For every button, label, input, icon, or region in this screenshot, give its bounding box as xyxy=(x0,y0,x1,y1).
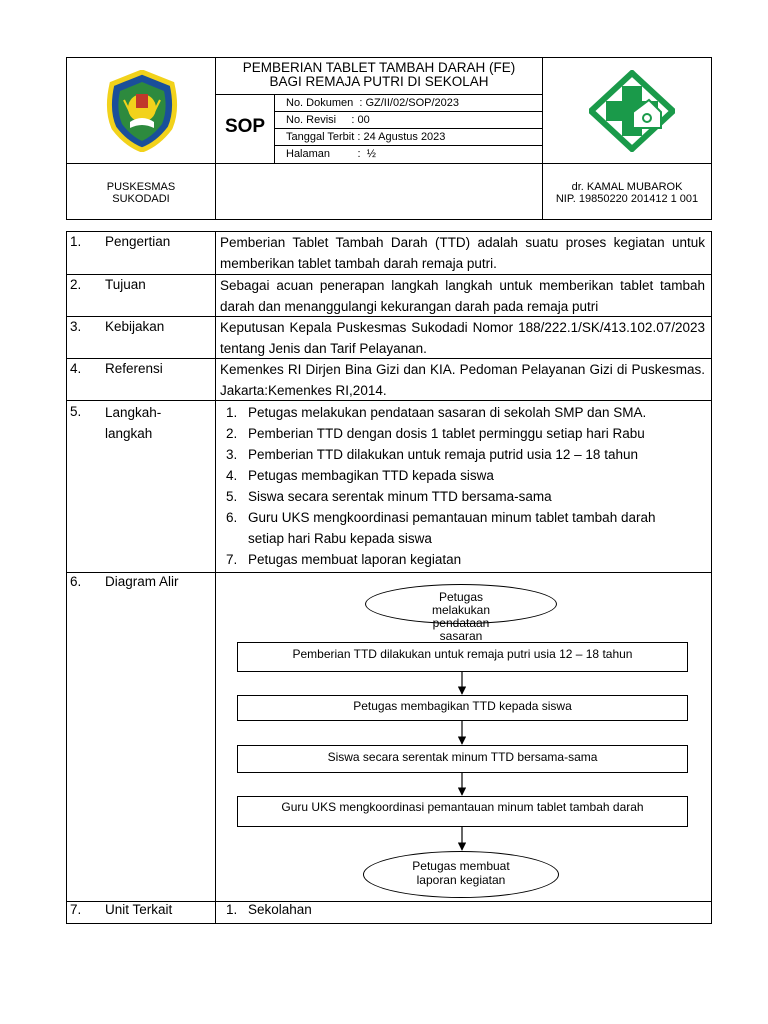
step-number: 1. xyxy=(226,405,238,420)
step-text: Guru UKS mengkoordinasi pemantauan minum tablet tambah darah xyxy=(248,510,656,525)
step-text: Siswa secara serentak minum TTD bersama-sama xyxy=(248,489,552,504)
step-text-cont: setiap hari Rabu kepada siswa xyxy=(248,531,432,546)
flow-start-line: pendataan xyxy=(432,616,490,630)
row-label: Pengertian xyxy=(105,234,171,249)
step-number: 3. xyxy=(226,447,238,462)
row-number: 2. xyxy=(70,277,82,292)
row-text: Pemberian Tablet Tambah Darah (TTD) adalah suatu proses kegiatan untuk memberikan tablet tambah darah remaja putri. xyxy=(220,235,705,271)
row-text: Sebagai acuan penerapan langkah langkah untuk memberikan tablet tambah darah dan menanggulangi kekurangan darah pada remaja putri xyxy=(220,278,705,314)
issue-date: Tanggal Terbit : 24 Agustus 2023 xyxy=(286,131,446,143)
row-label: Kebijakan xyxy=(105,319,165,334)
row-text: Keputusan Kepala Puskesmas Sukodadi Nomor 188/222.1/SK/413.102.07/2023 tentang Jenis dan Tarif Pelayanan. xyxy=(220,320,705,356)
flow-step-text: Pemberian TTD dilakukan untuk remaja putri usia 12 – 18 tahun xyxy=(292,647,633,661)
step-text: Pemberian TTD dilakukan untuk remaja putrid usia 12 – 18 tahun xyxy=(248,447,638,462)
step-text: Petugas melakukan pendataan sasaran di sekolah SMP dan SMA. xyxy=(248,405,647,420)
row-text: Kemenkes RI Dirjen Bina Gizi dan KIA. Pedoman Pelayanan Gizi di Puskesmas. Jakarta:Kemenkes RI,2014. xyxy=(220,362,705,398)
row-number: 1. xyxy=(70,234,82,249)
row-label-cont: langkah xyxy=(105,426,153,441)
list-item xyxy=(226,899,708,920)
row-label: Langkah- xyxy=(105,405,162,420)
step-number: 6. xyxy=(226,510,238,525)
step-text: Sekolahan xyxy=(248,902,312,917)
step-number: 5. xyxy=(226,489,238,504)
flow-step-text: Siswa secara serentak minum TTD bersama-sama xyxy=(327,750,598,764)
step-number: 2. xyxy=(226,426,238,441)
row-label: Diagram Alir xyxy=(105,574,179,589)
step-text: Petugas membagikan TTD kepada siswa xyxy=(248,468,494,483)
flow-end-line: Petugas membuat xyxy=(412,859,510,873)
row-label: Referensi xyxy=(105,361,163,376)
row-label: Unit Terkait xyxy=(105,902,173,917)
flow-start-line: Petugas xyxy=(438,590,484,604)
step-number: 4. xyxy=(226,468,238,483)
title-line-1: PEMBERIAN TABLET TAMBAH DARAH (FE) xyxy=(242,60,516,75)
signer-nip: NIP. 19850220 201412 1 001 xyxy=(555,193,699,205)
title-line-2: BAGI REMAJA PUTRI DI SEKOLAH xyxy=(269,74,489,89)
row-number: 5. xyxy=(70,404,82,419)
flow-end-line: laporan kegiatan xyxy=(416,873,506,887)
row-label: Tujuan xyxy=(105,277,146,292)
row-number: 4. xyxy=(70,361,82,376)
flow-start-line: melakukan xyxy=(431,603,491,617)
signer-name: dr. KAMAL MUBAROK xyxy=(571,181,683,193)
revision-number: No. Revisi : 00 xyxy=(286,114,370,126)
flow-start-line: sasaran xyxy=(439,629,483,643)
step-number: 7. xyxy=(226,552,238,567)
page-number: Halaman : ½ xyxy=(286,148,376,160)
row-number: 6. xyxy=(70,574,82,589)
step-text: Pemberian TTD dengan dosis 1 tablet perminggu setiap hari Rabu xyxy=(248,426,645,441)
org-line-2: SUKODADI xyxy=(112,193,170,205)
flow-step-text: Guru UKS mengkoordinasi pemantauan minum tablet tambah darah xyxy=(281,800,644,814)
step-number: 1. xyxy=(226,902,238,917)
row-number: 3. xyxy=(70,319,82,334)
org-line-1: PUSKESMAS xyxy=(106,181,176,193)
sop-label: SOP xyxy=(224,116,266,137)
step-text: Petugas membuat laporan kegiatan xyxy=(248,552,462,567)
row-number: 7. xyxy=(70,902,82,917)
flow-step-text: Petugas membagikan TTD kepada siswa xyxy=(353,699,572,713)
doc-number: No. Dokumen : GZ/II/02/SOP/2023 xyxy=(286,97,460,109)
